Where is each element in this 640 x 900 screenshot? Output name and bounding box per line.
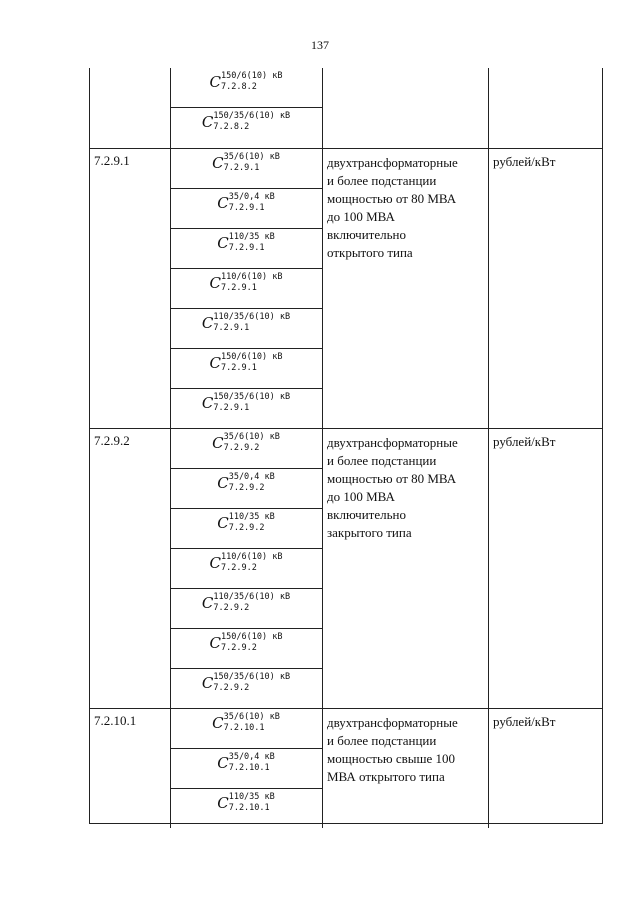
rate-formula <box>170 472 322 493</box>
rate-formula <box>170 312 322 333</box>
table-row <box>170 749 322 789</box>
rate-formula <box>170 512 322 533</box>
formula-superscript: 110/35 кВ <box>228 232 275 242</box>
description-line: двухтрансформаторные <box>327 435 458 450</box>
table-row <box>170 149 322 189</box>
table-section-7.2.10.1 <box>90 708 602 828</box>
table-row <box>170 709 322 749</box>
description-line: включительно <box>327 227 406 242</box>
rate-formula <box>170 152 322 173</box>
rate-formula <box>170 792 322 813</box>
formula-symbol: C <box>217 234 229 252</box>
formula-subscript: 7.2.9.2 <box>213 683 250 693</box>
formula-symbol: C <box>217 514 229 532</box>
formula-symbol: C <box>201 674 214 692</box>
formula-superscript: 150/35/6(10) кВ <box>213 111 291 121</box>
formula-superscript: 35/6(10) кВ <box>223 152 280 162</box>
formula-subscript: 7.2.9.1 <box>213 323 250 333</box>
formula-superscript: 110/6(10) кВ <box>221 552 283 562</box>
formula-subscript: 7.2.9.1 <box>213 403 250 413</box>
table-row <box>170 189 322 229</box>
formula-superscript: 150/35/6(10) кВ <box>213 392 291 402</box>
description-line: МВА открытого типа <box>327 769 445 784</box>
description-line: и более подстанции <box>327 733 437 748</box>
item-unit: рублей/кВт <box>493 714 556 729</box>
table-row <box>170 269 322 309</box>
table-section-7.2.9.2 <box>90 428 602 708</box>
rate-formula <box>170 192 322 213</box>
formula-superscript: 110/35 кВ <box>228 792 275 802</box>
description-line: и более подстанции <box>327 453 437 468</box>
formula-subscript: 7.2.9.1 <box>221 363 257 373</box>
rate-formula <box>170 672 322 693</box>
formula-subscript: 7.2.9.1 <box>228 203 265 213</box>
column-divider <box>322 149 323 428</box>
item-code: 7.2.9.2 <box>94 433 130 448</box>
table-row <box>170 68 322 108</box>
description-line: мощностью свыше 100 <box>327 751 456 766</box>
column-divider <box>488 68 489 148</box>
formula-symbol: C <box>217 754 229 772</box>
formula-subscript: 7.2.9.2 <box>221 643 257 653</box>
column-divider <box>322 429 323 708</box>
table-row <box>170 669 322 709</box>
description-line: мощностью от 80 МВА <box>327 471 457 486</box>
formula-subscript: 7.2.9.1 <box>228 243 265 253</box>
formula-symbol: C <box>217 194 229 212</box>
formula-superscript: 110/6(10) кВ <box>221 272 283 282</box>
formula-symbol: C <box>217 794 229 812</box>
formula-symbol: C <box>201 394 214 412</box>
rate-formula-list <box>170 68 322 148</box>
formula-superscript: 150/6(10) кВ <box>221 352 283 362</box>
formula-subscript: 7.2.9.2 <box>223 443 260 453</box>
item-code: 7.2.9.1 <box>94 153 130 168</box>
rate-formula-list <box>170 429 322 709</box>
rate-formula <box>170 111 322 132</box>
formula-subscript: 7.2.9.2 <box>221 563 257 573</box>
formula-subscript: 7.2.8.2 <box>213 122 250 132</box>
table-row <box>170 389 322 429</box>
description-line: до 100 МВА <box>327 489 395 504</box>
rate-formula <box>170 71 322 92</box>
description-line: открытого типа <box>327 245 413 260</box>
formula-subscript: 7.2.9.2 <box>228 483 265 493</box>
column-divider <box>322 68 323 148</box>
item-description <box>327 434 487 542</box>
rate-formula <box>170 272 322 293</box>
table-row <box>170 549 322 589</box>
table-section-7.2.9.1 <box>90 148 602 428</box>
description-line: мощностью от 80 МВА <box>327 191 457 206</box>
item-description <box>327 154 487 262</box>
table-row <box>170 108 322 148</box>
tariff-table <box>89 68 603 824</box>
formula-subscript: 7.2.9.1 <box>223 163 260 173</box>
table-row <box>170 789 322 829</box>
formula-superscript: 110/35/6(10) кВ <box>213 312 291 322</box>
formula-symbol: C <box>217 474 229 492</box>
formula-symbol: C <box>209 274 222 292</box>
table-row <box>170 589 322 629</box>
item-description <box>327 714 487 786</box>
table-row <box>170 429 322 469</box>
description-line: закрытого типа <box>327 525 412 540</box>
formula-symbol: C <box>209 73 222 91</box>
description-line: двухтрансформаторные <box>327 715 458 730</box>
item-unit: рублей/кВт <box>493 154 556 169</box>
rate-formula-list <box>170 149 322 429</box>
description-line: до 100 МВА <box>327 209 395 224</box>
formula-symbol: C <box>201 314 214 332</box>
formula-symbol: C <box>201 594 214 612</box>
item-unit: рублей/кВт <box>493 434 556 449</box>
description-line: включительно <box>327 507 406 522</box>
formula-superscript: 150/35/6(10) кВ <box>213 672 291 682</box>
formula-symbol: C <box>212 434 224 452</box>
formula-superscript: 35/0,4 кВ <box>228 752 275 762</box>
formula-subscript: 7.2.10.1 <box>228 803 270 813</box>
table-row <box>170 469 322 509</box>
formula-superscript: 110/35/6(10) кВ <box>213 592 291 602</box>
description-line: и более подстанции <box>327 173 437 188</box>
formula-subscript: 7.2.10.1 <box>228 763 270 773</box>
formula-superscript: 110/35 кВ <box>228 512 275 522</box>
formula-subscript: 7.2.9.2 <box>213 603 250 613</box>
formula-subscript: 7.2.10.1 <box>223 723 265 733</box>
rate-formula <box>170 752 322 773</box>
table-row <box>170 349 322 389</box>
formula-symbol: C <box>212 154 224 172</box>
formula-subscript: 7.2.8.2 <box>221 82 257 92</box>
rate-formula <box>170 552 322 573</box>
formula-superscript: 35/0,4 кВ <box>228 472 275 482</box>
formula-superscript: 35/0,4 кВ <box>228 192 275 202</box>
table-section-continued <box>90 68 602 148</box>
rate-formula <box>170 592 322 613</box>
table-row <box>170 509 322 549</box>
formula-symbol: C <box>212 714 224 732</box>
table-row <box>170 309 322 349</box>
rate-formula <box>170 352 322 373</box>
table-row <box>170 629 322 669</box>
description-line: двухтрансформаторные <box>327 155 458 170</box>
formula-superscript: 35/6(10) кВ <box>223 712 280 722</box>
formula-subscript: 7.2.9.1 <box>221 283 257 293</box>
table-row <box>170 229 322 269</box>
formula-symbol: C <box>209 354 222 372</box>
rate-formula <box>170 632 322 653</box>
column-divider <box>488 149 489 428</box>
column-divider <box>488 709 489 828</box>
column-divider <box>322 709 323 828</box>
formula-superscript: 35/6(10) кВ <box>223 432 280 442</box>
item-code: 7.2.10.1 <box>94 713 137 728</box>
rate-formula <box>170 712 322 733</box>
page-number: 137 <box>311 38 329 52</box>
formula-superscript: 150/6(10) кВ <box>221 71 283 81</box>
formula-superscript: 150/6(10) кВ <box>221 632 283 642</box>
rate-formula-list <box>170 709 322 829</box>
formula-subscript: 7.2.9.2 <box>228 523 265 533</box>
rate-formula <box>170 432 322 453</box>
formula-symbol: C <box>209 554 222 572</box>
formula-symbol: C <box>209 634 222 652</box>
column-divider <box>488 429 489 708</box>
formula-symbol: C <box>201 113 214 131</box>
rate-formula <box>170 392 322 413</box>
rate-formula <box>170 232 322 253</box>
